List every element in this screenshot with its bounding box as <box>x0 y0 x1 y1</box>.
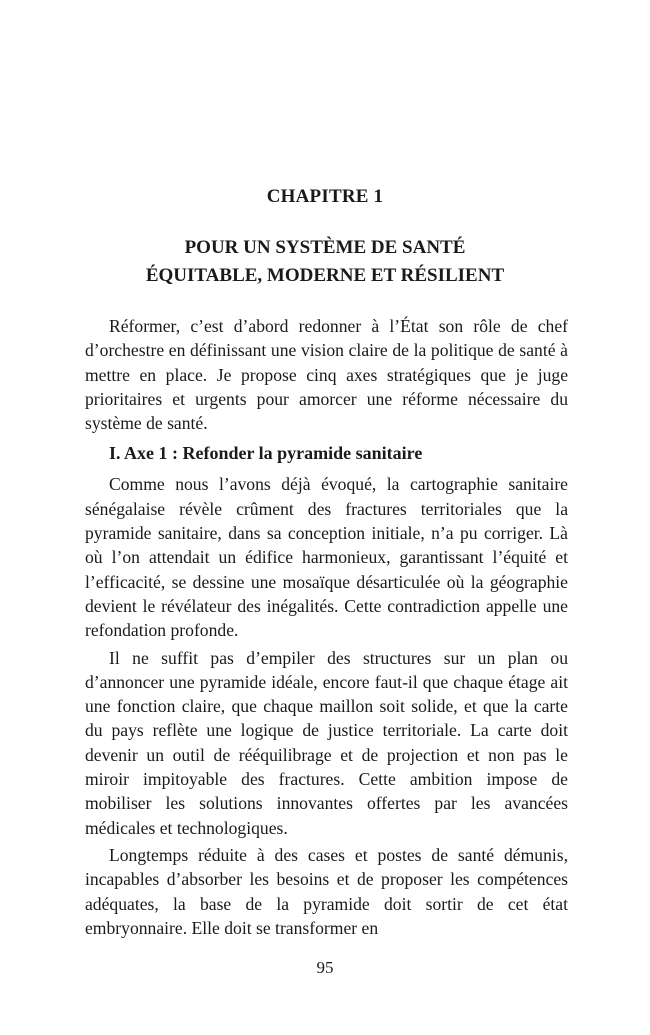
body-text <box>85 314 568 940</box>
section-heading: I. Axe 1 : Refonder la pyramide sanitaire <box>109 443 423 464</box>
section-paragraph-3: Longtemps réduite à des cases et postes de santé démunis, incapables d’absorber les besoins et de proposer les compétences adéquates, la base de la pyramide doit sortir de cet état embryonnaire. Elle doit se transformer en <box>85 844 568 938</box>
intro-paragraph: Réformer, c’est d’abord redonner à l’État son rôle de chef d’orchestre en définissant une vision claire de la politique de santé à mettre en place. Je propose cinq axes stratégiques que je juge prioritaires et urgents pour amorcer une réforme nécessaire du système de santé. <box>85 316 568 434</box>
chapter-title-line-1: POUR UN SYSTÈME DE SANTÉ <box>184 237 466 258</box>
chapter-title-line-2: ÉQUITABLE, MODERNE ET RÉSILIENT <box>145 265 505 286</box>
chapter-title <box>0 234 650 290</box>
chapter-label: CHAPITRE 1 <box>266 186 384 207</box>
section-paragraph-2: Il ne suffit pas d’empiler des structures sur un plan ou d’annoncer une pyramide idéale, encore faut-il que chaque étage ait une fonction claire, que chaque maillon soit solide, et que la carte du pays reflète une logique de justice territoriale. La carte doit devenir un outil de rééquilibrage et de projection et non pas le miroir impitoyable des fractures. Cette ambition impose de mobiliser les solutions innovantes offertes par les avancées médicales et technologiques. <box>85 647 568 838</box>
section-paragraph-1: Comme nous l’avons déjà évoqué, la cartographie sanitaire sénégalaise révèle crûment des fractures territoriales que la pyramide sanitaire, dans sa conception initiale, n’a pu corriger. Là où l’on attendait un édifice harmonieux, garantissant l’équité et l’efficacité, se dessine une mosaïque désarticulée où la géographie devient le révélateur des inégalités. Cette contradiction appelle une refondation profonde. <box>85 474 568 641</box>
page-number: 95 <box>316 958 334 977</box>
